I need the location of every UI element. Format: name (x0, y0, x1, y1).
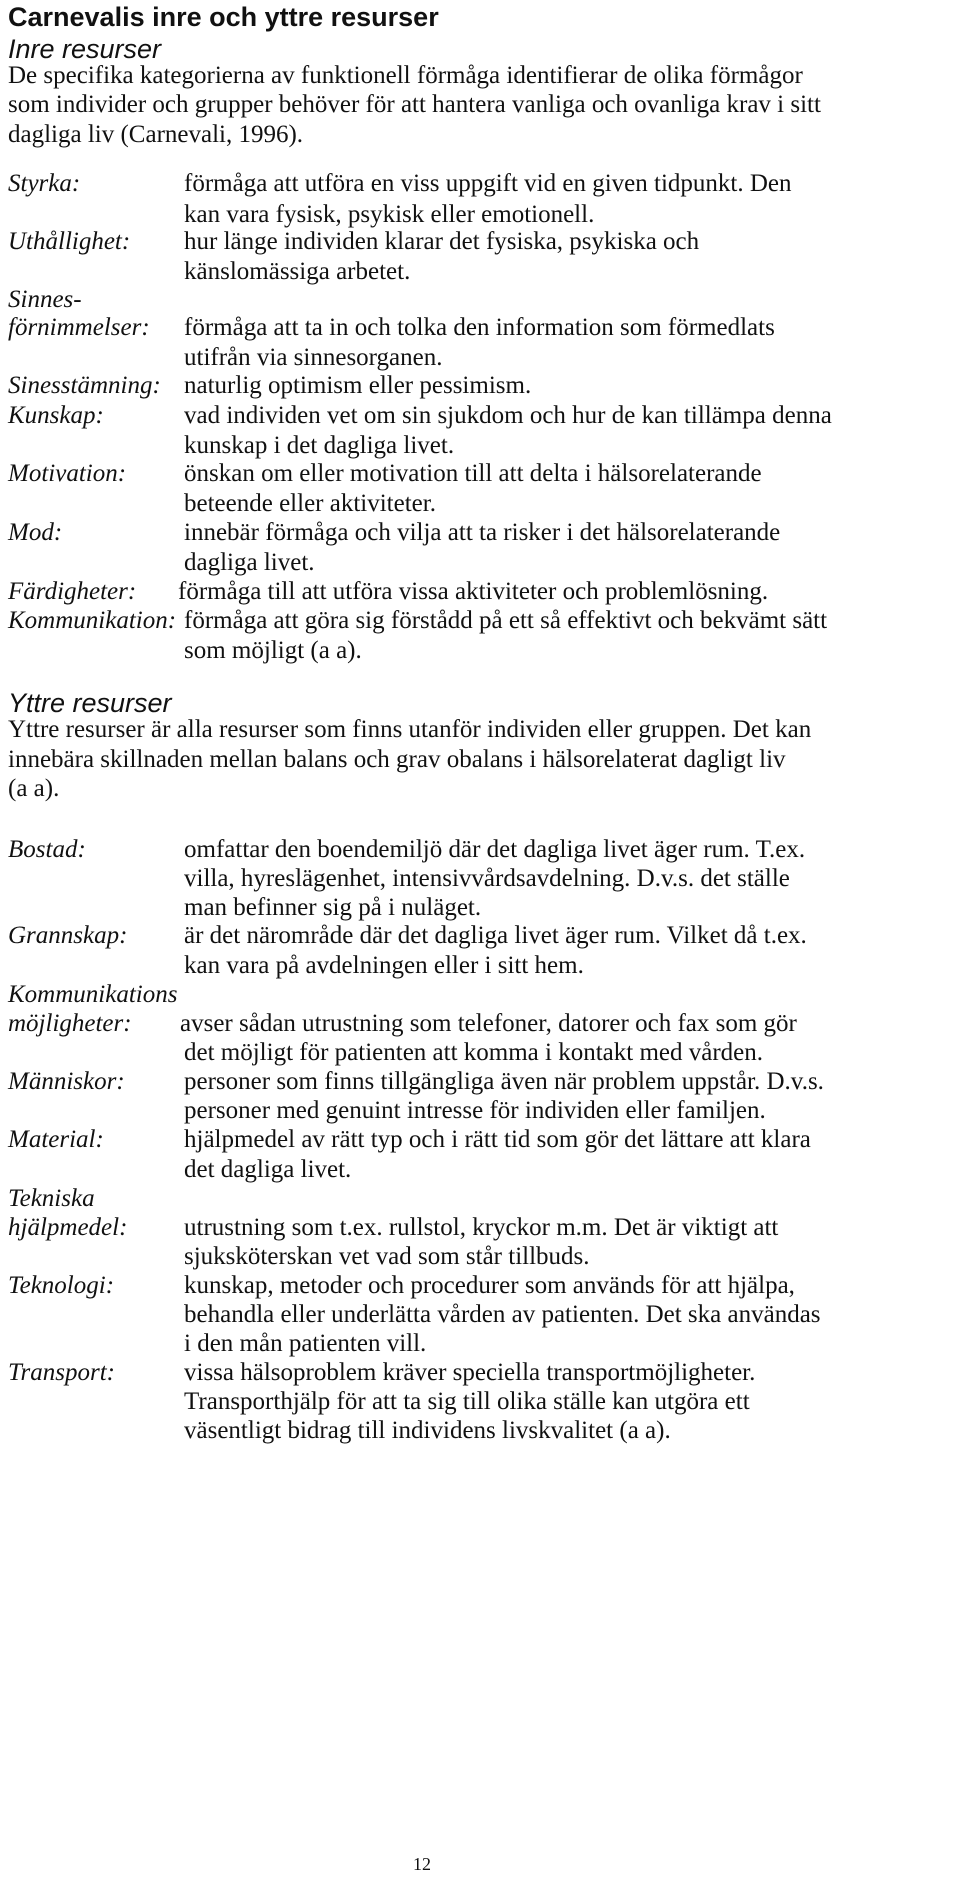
term-definition: önskan om eller motivation till att delta i hälsorelaterande (184, 460, 762, 487)
intro-line: De specifika kategorierna av funktionell förmåga identifierar de olika förmågor (8, 62, 803, 89)
term-label: Transport: (8, 1359, 115, 1386)
term-definition: hjälpmedel av rätt typ och i rätt tid som gör det lättare att klara (184, 1126, 811, 1153)
term-definition: omfattar den boendemiljö där det dagliga livet äger rum. T.ex. (184, 836, 806, 863)
section-title-yttre: Yttre resurser (8, 688, 172, 718)
term-label: Kommunikation: (8, 607, 177, 634)
term-definition: känslomässiga arbetet. (184, 258, 411, 285)
term-definition: är det närområde där det dagliga livet äger rum. Vilket då t.ex. (184, 922, 807, 949)
term-definition: förmåga att göra sig förstådd på ett så effektivt och bekvämt sätt (184, 607, 828, 634)
term-label: Sinnes- (8, 286, 82, 313)
term-definition: naturlig optimism eller pessimism. (184, 372, 532, 399)
term-definition: innebär förmåga och vilja att ta risker i det hälsorelaterande (184, 519, 781, 546)
term-definition: kunskap, metoder och procedurer som används för att hjälpa, (184, 1272, 795, 1299)
term-label: Material: (8, 1126, 104, 1153)
term-definition: beteende eller aktiviteter. (184, 490, 436, 517)
term-definition: sjuksköterskan vet vad som står tillbuds. (184, 1243, 590, 1270)
section-title-inre: Inre resurser (8, 34, 162, 64)
term-definition: dagliga livet. (184, 549, 315, 576)
term-definition: utrustning som t.ex. rullstol, kryckor m.m. Det är viktigt att (184, 1214, 779, 1241)
term-definition: utifrån via sinnesorganen. (184, 344, 443, 371)
term-label: Människor: (8, 1068, 125, 1095)
term-label: Grannskap: (8, 922, 128, 949)
term-definition: det möjligt för patienten att komma i kontakt med vården. (184, 1039, 764, 1066)
term-definition: avser sådan utrustning som telefoner, datorer och fax som gör (180, 1010, 797, 1037)
term-definition: det dagliga livet. (184, 1156, 352, 1183)
intro-line: innebära skillnaden mellan balans och grav obalans i hälsorelaterat dagligt liv (8, 746, 786, 773)
term-definition: förmåga att ta in och tolka den information som förmedlats (184, 314, 775, 341)
term-label: Bostad: (8, 836, 86, 863)
term-label: Kommunikations (8, 981, 178, 1008)
term-label: förnimmelser: (8, 314, 150, 341)
page-number: 12 (413, 1854, 431, 1874)
term-label: Teknologi: (8, 1272, 115, 1299)
term-label: hjälpmedel: (8, 1214, 128, 1241)
page-title: Carnevalis inre och yttre resurser (8, 2, 439, 32)
term-definition: kan vara på avdelningen eller i sitt hem. (184, 952, 584, 979)
term-label: Styrka: (8, 170, 81, 197)
term-definition: behandla eller underlätta vården av patienten. Det ska användas (184, 1301, 821, 1328)
term-definition: förmåga att utföra en viss uppgift vid en given tidpunkt. Den (184, 170, 792, 197)
term-label: Mod: (8, 519, 63, 546)
term-definition: hur länge individen klarar det fysiska, psykiska och (184, 228, 700, 255)
term-label: Motivation: (8, 460, 127, 487)
term-definition: kan vara fysisk, psykisk eller emotionell. (184, 201, 595, 228)
intro-line: dagliga liv (Carnevali, 1996). (8, 121, 304, 148)
term-label: Färdigheter: (8, 578, 137, 605)
term-definition: som möjligt (a a). (184, 637, 362, 664)
term-definition: vissa hälsoproblem kräver speciella transportmöjligheter. (184, 1359, 756, 1386)
term-label: Sinesstämning: (8, 372, 161, 399)
term-definition: väsentligt bidrag till individens livskvalitet (a a). (184, 1417, 671, 1444)
term-label: Kunskap: (8, 402, 104, 429)
term-label: Uthållighet: (8, 228, 131, 255)
term-label: Tekniska (8, 1185, 95, 1212)
term-definition: personer som finns tillgängliga även när problem uppstår. D.v.s. (184, 1068, 824, 1095)
term-definition: personer med genuint intresse för individen eller familjen. (184, 1097, 766, 1124)
intro-line: Yttre resurser är alla resurser som finns utanför individen eller gruppen. Det kan (8, 716, 812, 743)
intro-line: (a a). (8, 775, 60, 802)
term-definition: villa, hyreslägenhet, intensivvårdsavdelning. D.v.s. det ställe (184, 865, 790, 892)
term-label: möjligheter: (8, 1010, 132, 1037)
term-definition: förmåga till att utföra vissa aktiviteter och problemlösning. (178, 578, 769, 605)
term-definition: vad individen vet om sin sjukdom och hur de kan tillämpa denna (184, 402, 832, 429)
intro-line: som individer och grupper behöver för att hantera vanliga och ovanliga krav i sitt (8, 91, 821, 118)
term-definition: Transporthjälp för att ta sig till olika ställe kan utgöra ett (184, 1388, 750, 1415)
term-definition: i den mån patienten vill. (184, 1330, 427, 1357)
term-definition: kunskap i det dagliga livet. (184, 432, 455, 459)
term-definition: man befinner sig på i nuläget. (184, 894, 482, 921)
